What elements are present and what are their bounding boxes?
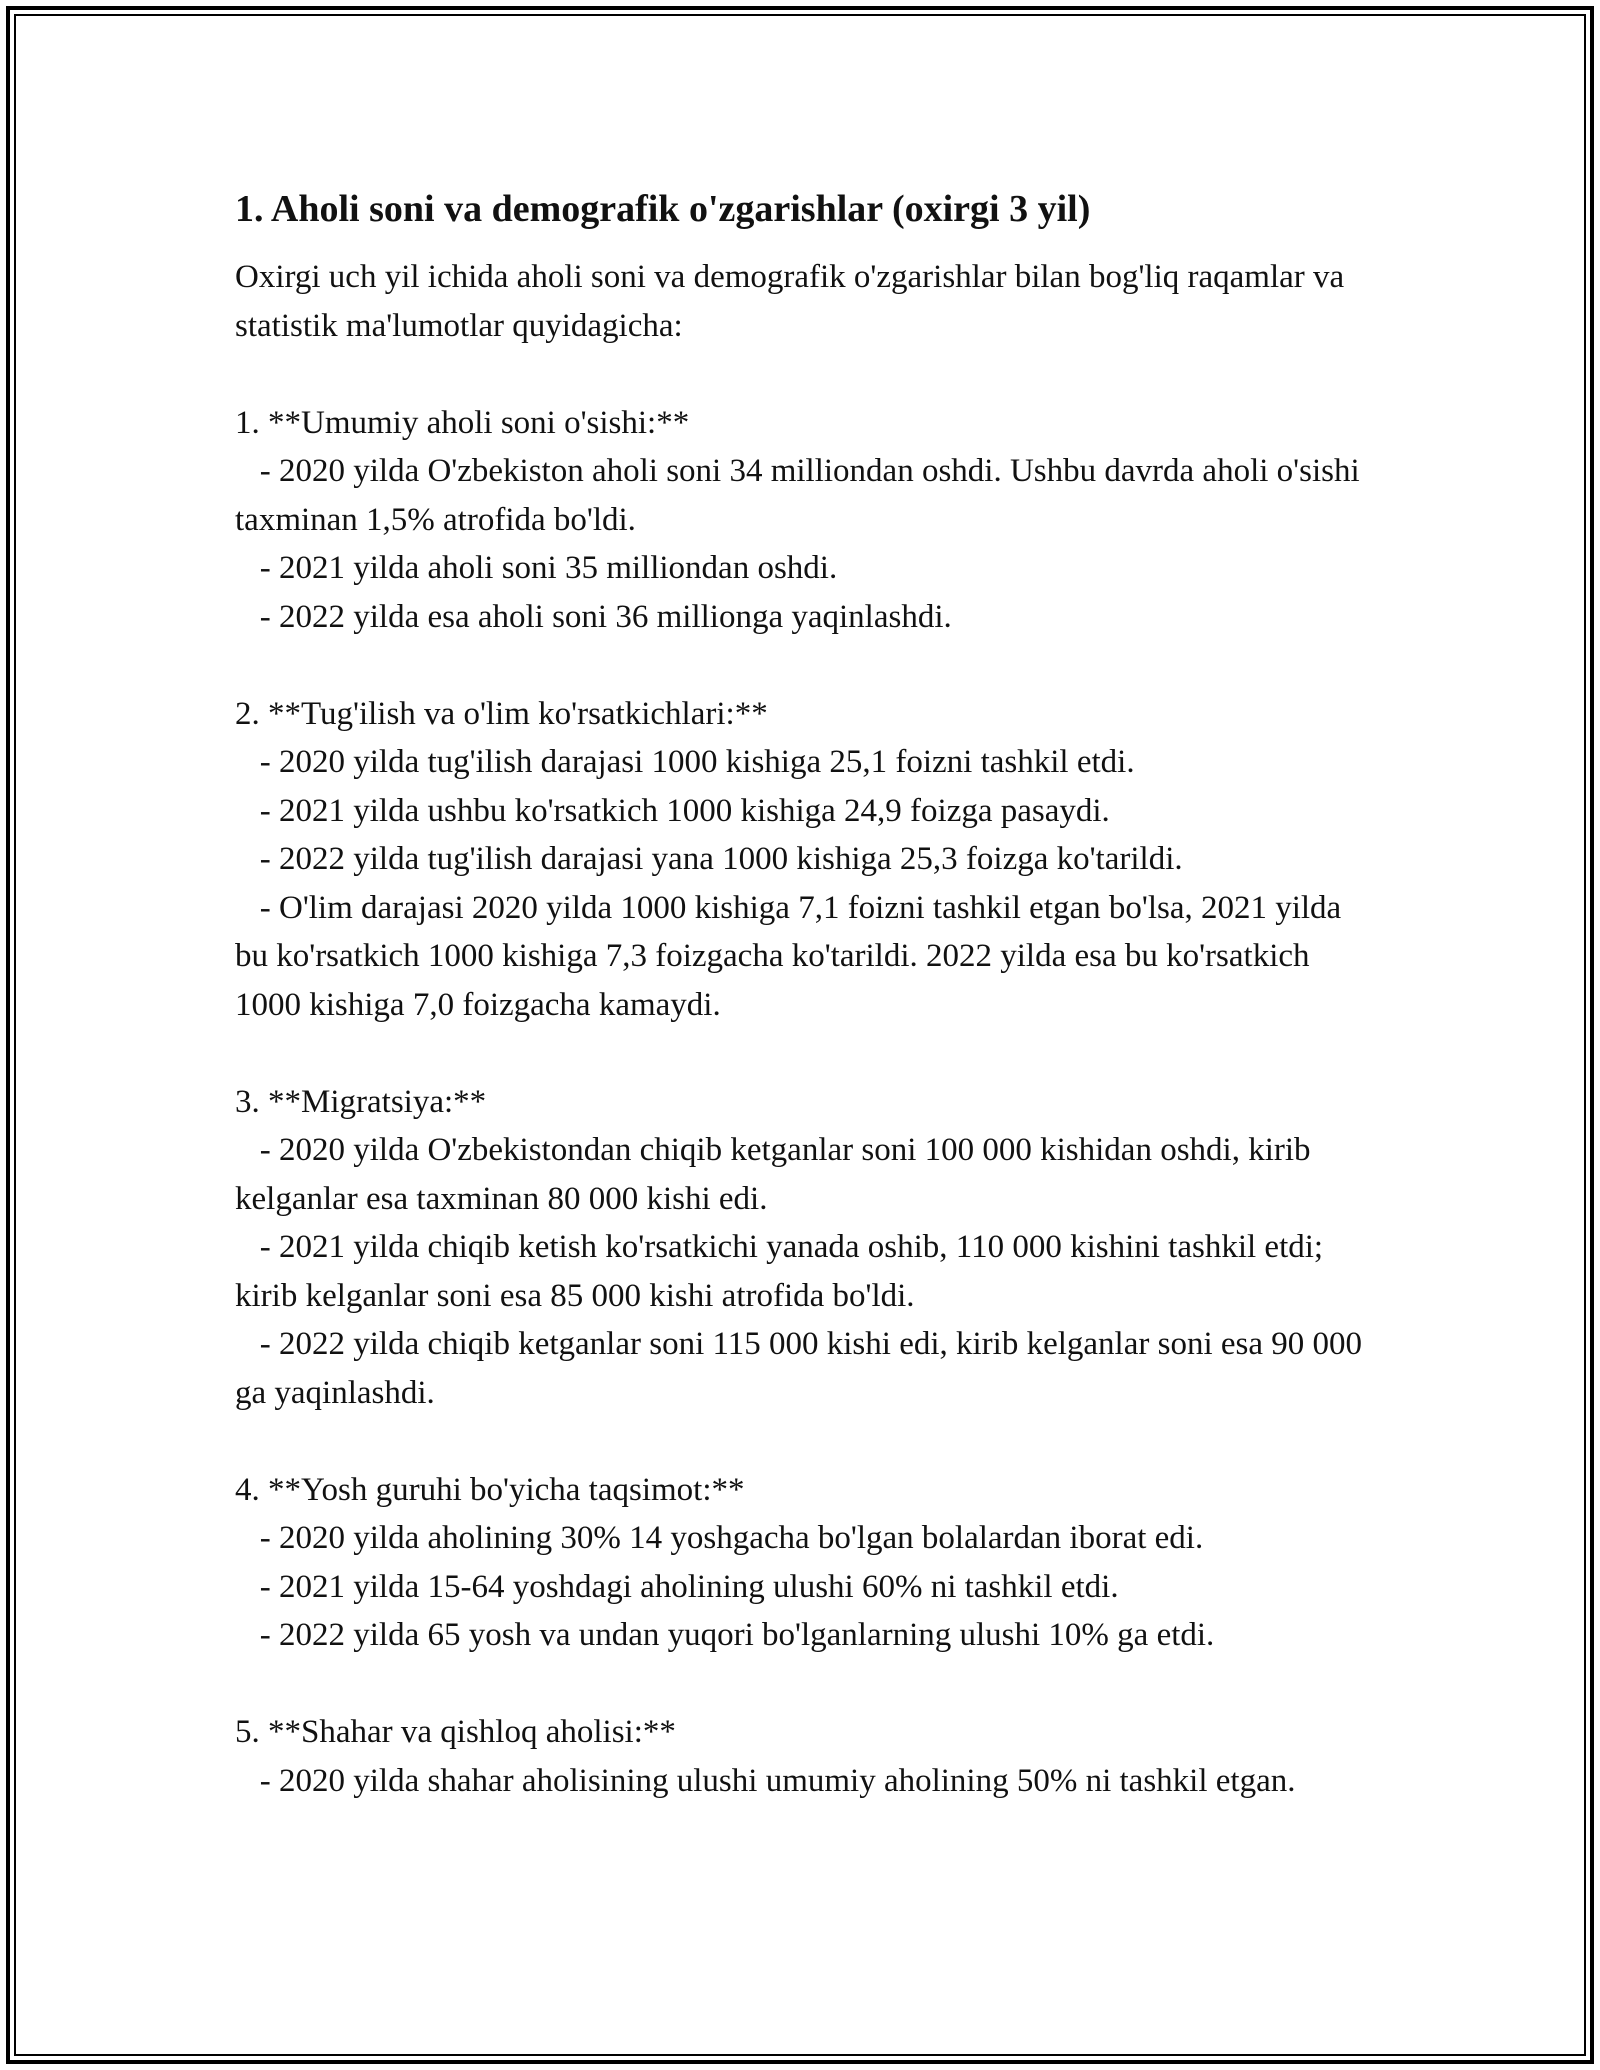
section-population-growth [235,399,1375,642]
intro-paragraph: Oxirgi uch yil ichida aholi soni va demografik o'zgarishlar bilan bog'liq raqamlar va statistik ma'lumotlar quyidagicha: [235,259,1353,344]
section-heading: 4. **Yosh guruhi bo'yicha taqsimot:** [235,1471,745,1508]
list-item: - 2020 yilda O'zbekistondan chiqib ketganlar soni 100 000 kishidan oshdi, kirib kelganlar esa taxminan 80 000 kishi edi. [235,1132,1319,1217]
list-item: - 2022 yilda chiqib ketganlar soni 115 000 kishi edi, kirib kelganlar soni esa 90 000 ga yaqinlashdi. [235,1326,1371,1411]
list-item: - O'lim darajasi 2020 yilda 1000 kishiga 7,1 foizni tashkil etgan bo'lsa, 2021 yilda bu ko'rsatkich 1000 kishiga 7,3 foizgacha ko'tarildi. 2022 yilda esa bu ko'rsatkich 1000 kishiga 7,0 foizgacha kamaydi. [235,889,1350,1023]
list-item: - 2020 yilda tug'ilish darajasi 1000 kishiga 25,1 foizni tashkil etdi. [235,744,1135,780]
list-item: - 2021 yilda aholi soni 35 milliondan oshdi. [235,550,838,586]
section-heading: 2. **Tug'ilish va o'lim ko'rsatkichlari:** [235,695,768,732]
section-heading: 3. **Migratsiya:** [235,1083,487,1120]
section-birth-death [235,690,1375,1030]
list-item: - 2021 yilda ushbu ko'rsatkich 1000 kishiga 24,9 foizga pasaydi. [235,792,1110,829]
list-item: - 2020 yilda aholining 30% 14 yoshgacha bo'lgan bolalardan iborat edi. [235,1520,1204,1556]
section-heading: 1. **Umumiy aholi soni o'sishi:** [235,404,690,441]
section-heading: 5. **Shahar va qishloq aholisi:** [235,1714,676,1750]
list-item: - 2022 yilda esa aholi soni 36 millionga yaqinlashdi. [235,598,952,635]
document-body [235,185,1375,1805]
list-item: - 2020 yilda O'zbekiston aholi soni 34 milliondan oshdi. Ushbu davrda aholi o'sishi taxminan 1,5% atrofida bo'ldi. [235,453,1368,538]
list-item: - 2021 yilda 15-64 yoshdagi aholining ulushi 60% ni tashkil etdi. [235,1568,1119,1605]
list-item: - 2022 yilda 65 yosh va undan yuqori bo'lganlarning ulushi 10% ga etdi. [235,1617,1215,1653]
list-item: - 2020 yilda shahar aholisining ulushi umumiy aholining 50% ni tashkil etgan. [235,1762,1296,1799]
list-item: - 2022 yilda tug'ilish darajasi yana 1000 kishiga 25,3 foizga ko'tarildi. [235,841,1183,877]
section-urban-rural [235,1708,1375,1805]
list-item: - 2021 yilda chiqib ketish ko'rsatkichi yanada oshib, 110 000 kishini tashkil etdi; kirib kelganlar soni esa 85 000 kishi atrofida bo'ldi. [235,1229,1332,1314]
document-title: 1. Aholi soni va demografik o'zgarishlar (oxirgi 3 yil) [235,188,1091,230]
section-migration [235,1078,1375,1418]
section-age-distribution [235,1466,1375,1660]
